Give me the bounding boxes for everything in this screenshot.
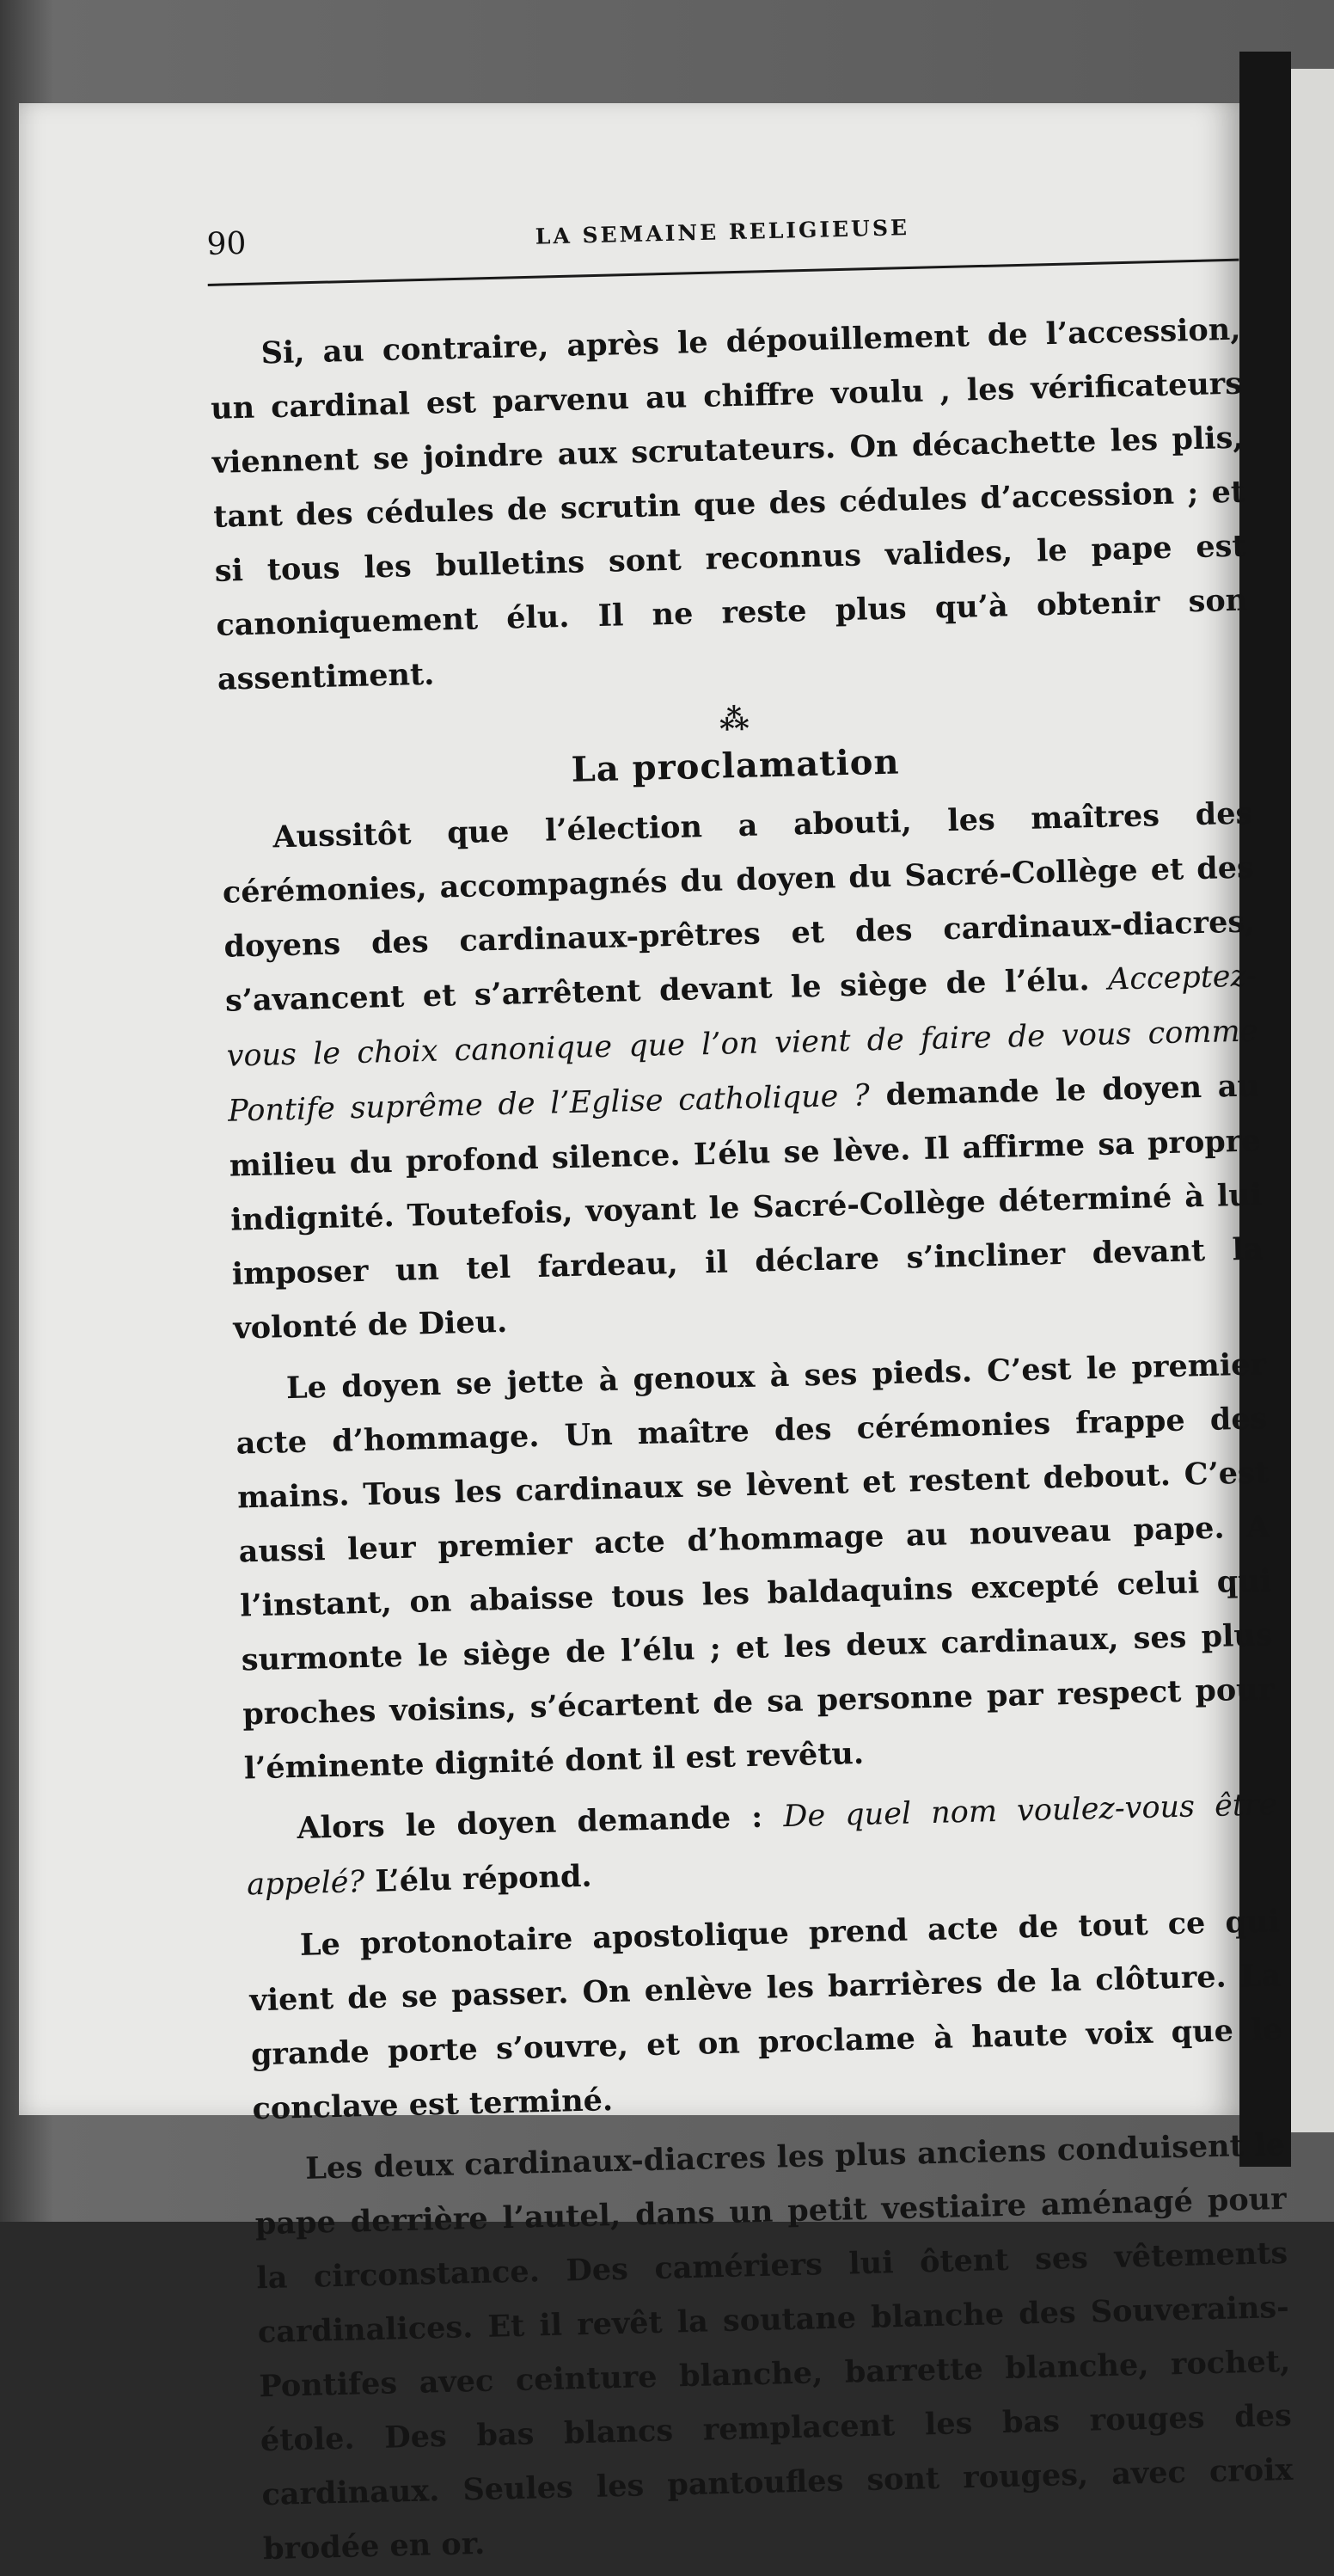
paragraph-name-question: De quel nom voulez-vous être appelé? (246, 1788, 1277, 1903)
paragraph-name-text-2: L’élu répond. (364, 1858, 593, 1900)
running-head (206, 199, 1239, 286)
paragraph-protonotary: Le protonotaire apostolique prend acte de tout ce qui vient de se passer. On enlève les barrières de la clôture. La grande porte s’ouvre, et on proclame à haute voix que le conclave est terminé. (249, 1904, 1283, 2127)
paragraph-name (245, 1777, 1279, 1912)
running-title: LA SEMAINE RELIGIEUSE (535, 215, 910, 249)
section-heading: La proclamation (571, 741, 901, 790)
page-content (206, 199, 1294, 2567)
book-page (19, 103, 1294, 2567)
page-number: 90 (206, 225, 247, 262)
paragraph-vesting: Les deux cardinaux-diacres les plus anciens conduisent le pape derrière l’autel, dans un petit vestiaire aménagé pour la circonstance. Des camériers lui ôtent ses vêtements cardinalices. Et il revêt la soutane blanche des Souverains-Pontifes avec ceinture blanche, barrette blanche, rochet, étole. Des bas blancs remplacent les bas rouges des cardinaux. Seules les pantoufles sont rouges, avec croix brodée en or. (254, 2127, 1294, 2567)
paragraph-election-question: Acceptez-vous le choix canonique que l’on vient de faire de vous comme Pontife suprême de l’Eglise catholique ? (226, 959, 1258, 1129)
paragraph-election-text-2: demande le doyen au milieu du profond silence. L’élu se lève. Il affirme sa propre indignité. Toutefois, voyant le Sacré-Collège déterminé à lui imposer un tel fardeau, il déclare s’incliner devant la volonté de Dieu. (229, 1068, 1264, 1346)
paragraph-name-text-1: Alors le doyen demande : (297, 1799, 784, 1846)
paragraph-election-text-1: Aussitôt que l’élection a abouti, les maîtres des cérémonies, accompagnés du doyen du Sacré-Collège et des doyens des cardinaux-prêtres et des cardinaux-diacres, s’avancent et s’arrêtent devant le siège de l’élu. (222, 795, 1256, 1019)
adjacent-page-edge (1291, 69, 1334, 2132)
paragraph-election (221, 786, 1265, 1355)
paragraph-homage: Le doyen se jette à genoux à ses pieds. C’est le premier acte d’hommage. Un maître des cérémonies frappe des mains. Tous les cardinaux se lèvent et restent debout. C’est aussi leur premier acte d’hommage au nouveau pape. A l’instant, on abaisse tous les baldaquins excepté celui qui surmonte le siège de l’élu ; et les deux cardinaux, ses plus proches voisins, s’écartent de sa personne par respect pour l’éminente dignité dont il est revêtu. (236, 1346, 1275, 1787)
asterism-divider: ⁂ (719, 702, 750, 738)
paragraph-accession: Si, au contraire, après le dépouillement de l’accession, un cardinal est parvenu au chiffre voulu , les vérificateurs viennent se joindre aux scrutateurs. On décachette les plis, tant des cédules de scrutin que des cédules d’accession ; et si tous les bulletins sont reconnus valides, le pape est canoniquement élu. Il ne reste plus qu’à obtenir son assentiment. (210, 311, 1248, 697)
